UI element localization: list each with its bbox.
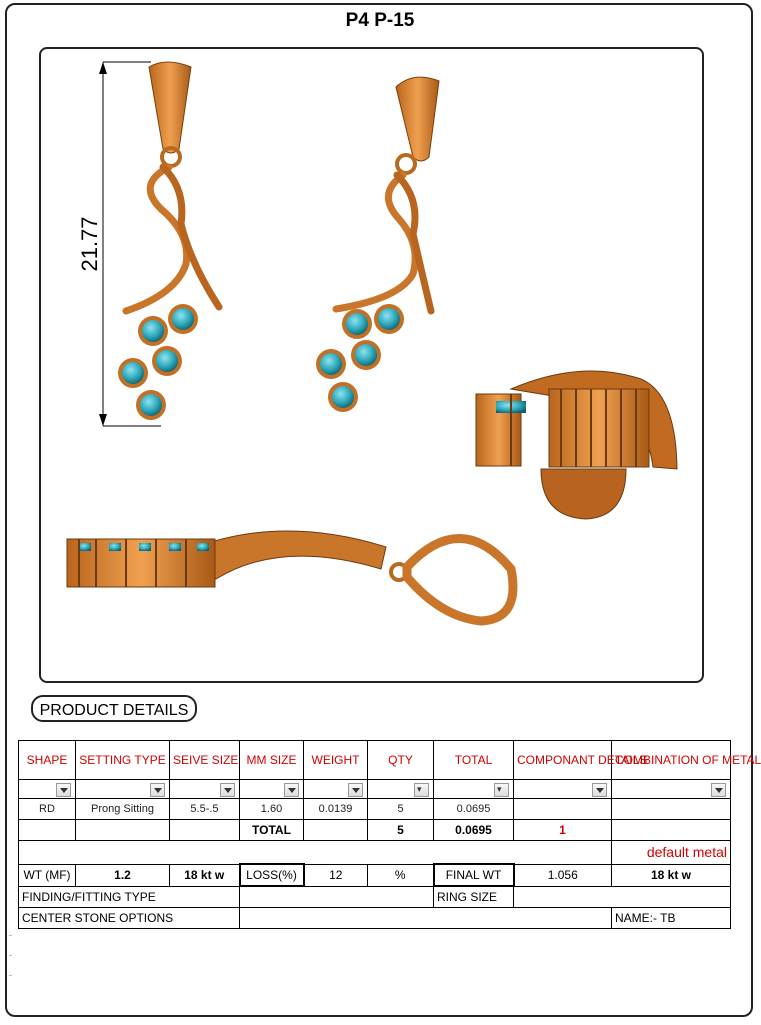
- filter-dropdown-icon[interactable]: [220, 783, 235, 797]
- metal-note-row: [19, 841, 731, 865]
- loss-label: LOSS(%): [240, 864, 304, 886]
- cell-empty: [19, 820, 76, 841]
- filter-active-icon[interactable]: [414, 783, 429, 797]
- filter-cell: [170, 780, 240, 799]
- cell-total: 0.0695: [434, 799, 514, 820]
- filter-cell: [304, 780, 368, 799]
- cell-metal: [612, 799, 731, 820]
- total-label: TOTAL: [240, 820, 304, 841]
- ring-size-label: RING SIZE: [434, 886, 514, 908]
- dimension-label: 21.77: [77, 216, 102, 272]
- filter-cell: [612, 780, 731, 799]
- total-qty: 5: [368, 820, 434, 841]
- cell-seive-size: 5.5-.5: [170, 799, 240, 820]
- total-value: 0.0695: [434, 820, 514, 841]
- center-stone-row: [19, 908, 731, 929]
- header-componant-details: COMPONANT DETAILS: [514, 741, 612, 780]
- cell-empty: [19, 841, 612, 865]
- cell-componant: [514, 799, 612, 820]
- finding-label: FINDING/FITTING TYPE: [19, 886, 240, 908]
- product-details-table: [18, 740, 761, 929]
- header-row: [19, 741, 731, 780]
- wt-label: WT (MF): [19, 864, 76, 886]
- cell-setting-type: Prong Sitting: [76, 799, 170, 820]
- header-shape: SHAPE: [19, 741, 76, 780]
- final-wt-label: FINAL WT: [434, 864, 514, 886]
- margin-tick: [9, 955, 12, 956]
- center-stone-value: [240, 908, 612, 929]
- cell-shape: RD: [19, 799, 76, 820]
- side-view-render: [476, 371, 677, 519]
- header-setting-type: SETTING TYPE: [76, 741, 170, 780]
- weight-row: [19, 864, 731, 886]
- product-details-label: PRODUCT DETAILS: [31, 695, 197, 722]
- front-view-render: [118, 62, 219, 420]
- total-row: [19, 820, 731, 841]
- name-label: NAME:- TB: [612, 908, 731, 929]
- final-wt-value: 1.056: [514, 864, 612, 886]
- header-seive-size: SEIVE SIZE: [170, 741, 240, 780]
- cell-empty: [170, 820, 240, 841]
- finding-value: [240, 886, 434, 908]
- header-qty: QTY: [368, 741, 434, 780]
- wt-value: 1.2: [76, 864, 170, 886]
- perspective-view-render: [316, 77, 439, 412]
- cell-qty: 5: [368, 799, 434, 820]
- margin-tick: [9, 975, 12, 976]
- filter-cell: [19, 780, 76, 799]
- finding-row: [19, 886, 731, 908]
- filter-cell: [514, 780, 612, 799]
- ring-size-value: [514, 886, 731, 908]
- loss-value: 12: [304, 864, 368, 886]
- filter-dropdown-icon[interactable]: [592, 783, 607, 797]
- cell-empty: [304, 820, 368, 841]
- filter-dropdown-icon[interactable]: [348, 783, 363, 797]
- header-mm-size: MM SIZE: [240, 741, 304, 780]
- filter-cell: [368, 780, 434, 799]
- final-wt-karat: 18 kt w: [612, 864, 731, 886]
- cell-empty: [612, 820, 731, 841]
- cell-empty: [76, 820, 170, 841]
- filter-cell: [434, 780, 514, 799]
- filter-dropdown-icon[interactable]: [711, 783, 726, 797]
- stone-cluster: [118, 304, 198, 420]
- header-weight: WEIGHT: [304, 741, 368, 780]
- header-combination-of-metal: COMBINATION OF METAL: [612, 741, 731, 780]
- wt-karat: 18 kt w: [170, 864, 240, 886]
- filter-cell: [240, 780, 304, 799]
- cell-mm-size: 1.60: [240, 799, 304, 820]
- pendant-renders: [41, 49, 702, 681]
- filter-dropdown-icon[interactable]: [150, 783, 165, 797]
- filter-active-icon[interactable]: [494, 783, 509, 797]
- render-frame: [39, 47, 704, 683]
- center-stone-label: CENTER STONE OPTIONS: [19, 908, 240, 929]
- table-row: [19, 799, 731, 820]
- loss-percent: %: [368, 864, 434, 886]
- header-total: TOTAL: [434, 741, 514, 780]
- margin-tick: [9, 935, 12, 936]
- top-view-render: [67, 531, 513, 621]
- metal-note: default metal: [612, 841, 731, 865]
- component-count: 1: [514, 820, 612, 841]
- filter-cell: [76, 780, 170, 799]
- filter-dropdown-icon[interactable]: [284, 783, 299, 797]
- cell-weight: 0.0139: [304, 799, 368, 820]
- filter-row: [19, 780, 731, 799]
- filter-dropdown-icon[interactable]: [56, 783, 71, 797]
- page-title: P4 P-15: [345, 10, 415, 31]
